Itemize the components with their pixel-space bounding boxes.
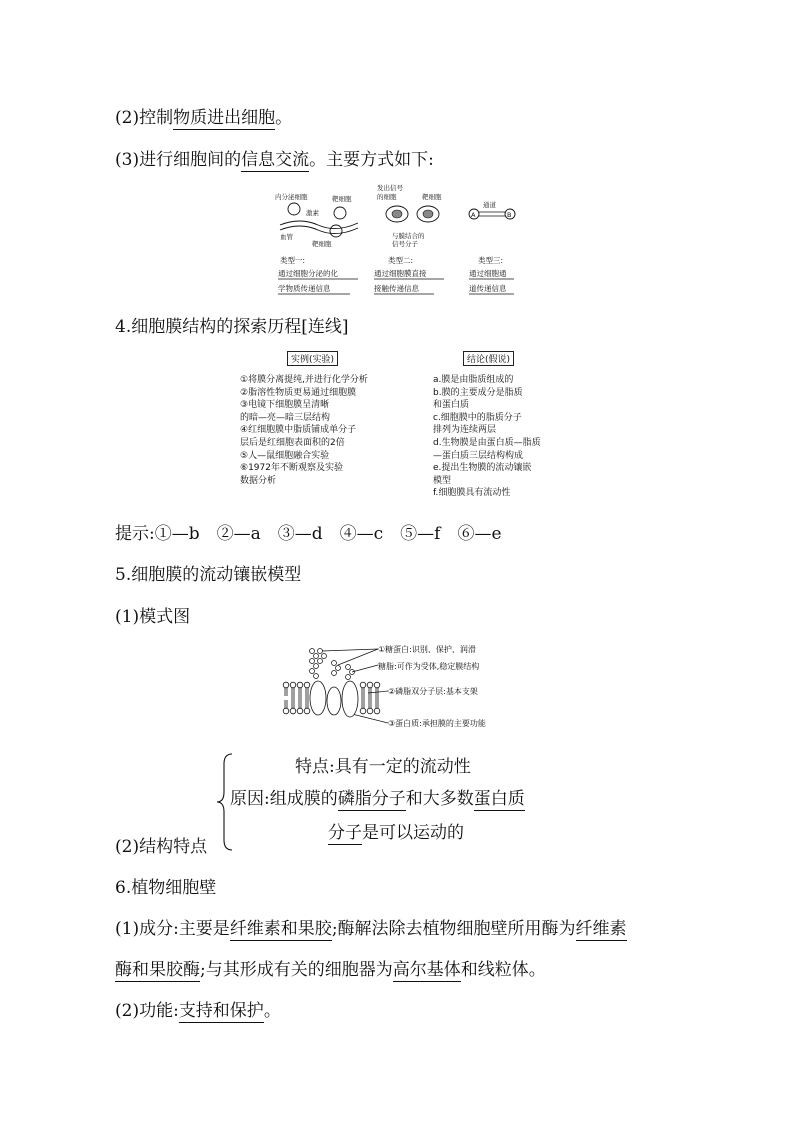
- list-item: 模型: [433, 475, 452, 486]
- svg-text:类型一:: 类型一:: [280, 256, 306, 265]
- reason-line-2: 分子是可以运动的: [328, 823, 464, 843]
- svg-text:通过细胞膜直接: 通过细胞膜直接: [374, 269, 427, 278]
- list-item: c.细胞膜中的脂质分子: [433, 412, 522, 423]
- signal-types-figure: [270, 183, 530, 298]
- svg-text:学物质传递信息: 学物质传递信息: [278, 284, 331, 293]
- list-item: a.膜是由脂质组成的: [433, 375, 514, 385]
- answer-blank: 高尔基体: [392, 960, 461, 980]
- svg-text:血管: 血管: [280, 233, 293, 241]
- svg-text:激素: 激素: [306, 209, 319, 217]
- list-item: ③电镜下细胞膜呈清晰: [240, 400, 330, 411]
- list-item: e.提出生物膜的流动镶嵌: [433, 463, 532, 474]
- right-conclusion-list: [433, 374, 541, 500]
- fluid-mosaic-membrane-diagram: [278, 643, 528, 735]
- svg-text:③蛋白质:承担膜的主要功能: ③蛋白质:承担膜的主要功能: [388, 719, 486, 728]
- item-info-exchange: (3)进行细胞间的信息交流。主要方式如下:: [115, 150, 434, 170]
- svg-text:类型二:: 类型二:: [388, 256, 414, 265]
- svg-text:内分泌细胞: 内分泌细胞: [275, 193, 308, 201]
- svg-text:通过细胞通: 通过细胞通: [469, 269, 507, 278]
- section-6-heading: 6.植物细胞壁: [115, 878, 217, 898]
- answer-blank: 纤维素: [575, 919, 627, 939]
- cell-wall-composition: (1)成分:主要是纤维素和果胶;酶解法除去植物细胞壁所用酶为纤维素: [115, 919, 627, 939]
- list-item: —蛋白质三层结构构成: [433, 450, 524, 461]
- structure-features-label: (2)结构特点: [115, 837, 208, 857]
- answer-blank: 分子: [328, 823, 362, 843]
- list-item: 和蛋白质: [433, 400, 470, 411]
- svg-text:②磷脂双分子层:基本支架: ②磷脂双分子层:基本支架: [388, 687, 478, 696]
- right-column-header: 结论(假说): [463, 351, 514, 366]
- svg-text:靶细胞: 靶细胞: [422, 193, 442, 201]
- section-5-heading: 5.细胞膜的流动镶嵌模型: [115, 565, 302, 585]
- type1-diagram: [275, 192, 358, 294]
- hint-answers: 提示:①—b ②—a ③—d ④—c ⑤—f ⑥—e: [115, 524, 502, 544]
- list-item: 排列为连续两层: [433, 425, 497, 436]
- reason-line: 原因:组成膜的磷脂分子和大多数蛋白质: [230, 789, 525, 809]
- list-item: 数据分析: [240, 475, 277, 486]
- svg-text:通过细胞分泌的化: 通过细胞分泌的化: [278, 269, 338, 278]
- list-item: f.细胞膜具有流动性: [433, 488, 511, 499]
- svg-text:类型三:: 类型三:: [478, 256, 504, 265]
- svg-text:发出信号: 发出信号: [377, 184, 403, 192]
- svg-text:道传递信息: 道传递信息: [469, 284, 507, 293]
- list-item: 层后是红细胞表面积的2倍: [240, 437, 345, 448]
- left-experiment-list: [240, 374, 368, 487]
- list-item: ⑥1972年不断观察及实验: [240, 463, 343, 474]
- svg-text:B: B: [507, 211, 512, 219]
- left-column-header: 实例(实验): [287, 351, 338, 366]
- list-item: ②脂溶性物质更易通过细胞膜: [240, 387, 357, 398]
- svg-text:的细胞: 的细胞: [377, 193, 397, 201]
- section-4-heading: 4.细胞膜结构的探索历程[连线]: [115, 317, 349, 337]
- answer-blank: 纤维素和果胶: [229, 919, 332, 939]
- svg-text:①糖蛋白:识别、保护、润滑: ①糖蛋白:识别、保护、润滑: [378, 645, 476, 654]
- cell-wall-composition-cont: 酶和果胶酶;与其形成有关的细胞器为高尔基体和线粒体。: [115, 960, 546, 980]
- answer-blank: 物质进出细胞: [173, 108, 276, 128]
- feature-line: 特点:具有一定的流动性: [295, 757, 471, 777]
- list-item: ⑤人—鼠细胞融合实验: [240, 450, 330, 461]
- type3-diagram: [469, 200, 515, 294]
- cell-wall-function: (2)功能:支持和保护。: [115, 1001, 281, 1021]
- type2-diagram: [374, 183, 444, 294]
- svg-text:靶细胞: 靶细胞: [312, 240, 332, 248]
- svg-text:接触传递信息: 接触传递信息: [374, 284, 419, 293]
- answer-blank: 酶和果胶酶: [115, 960, 200, 980]
- answer-blank: 信息交流: [241, 150, 310, 170]
- svg-text:信号分子: 信号分子: [392, 240, 418, 248]
- list-item: ④红细胞膜中脂质铺成单分子: [240, 425, 357, 436]
- model-diagram-label: (1)模式图: [115, 607, 191, 627]
- list-item: 的暗—亮—暗三层结构: [240, 412, 331, 423]
- list-item: d.生物膜是由蛋白质—脂质: [433, 437, 541, 448]
- svg-text:靶细胞: 靶细胞: [332, 195, 352, 203]
- answer-blank: 蛋白质: [473, 789, 525, 809]
- svg-text:通道: 通道: [483, 201, 496, 209]
- svg-text:糖脂:可作为受体,稳定膜结构: 糖脂:可作为受体,稳定膜结构: [378, 662, 480, 671]
- item-control-transport: (2)控制物质进出细胞。: [115, 108, 293, 128]
- svg-text:A: A: [471, 211, 476, 219]
- svg-text:与膜结合的: 与膜结合的: [392, 232, 425, 240]
- answer-blank: 磷脂分子: [337, 789, 406, 809]
- answer-blank: 支持和保护: [178, 1001, 264, 1021]
- list-item: b.膜的主要成分是脂质: [433, 387, 523, 398]
- list-item: ①将膜分离提纯,并进行化学分析: [240, 375, 368, 385]
